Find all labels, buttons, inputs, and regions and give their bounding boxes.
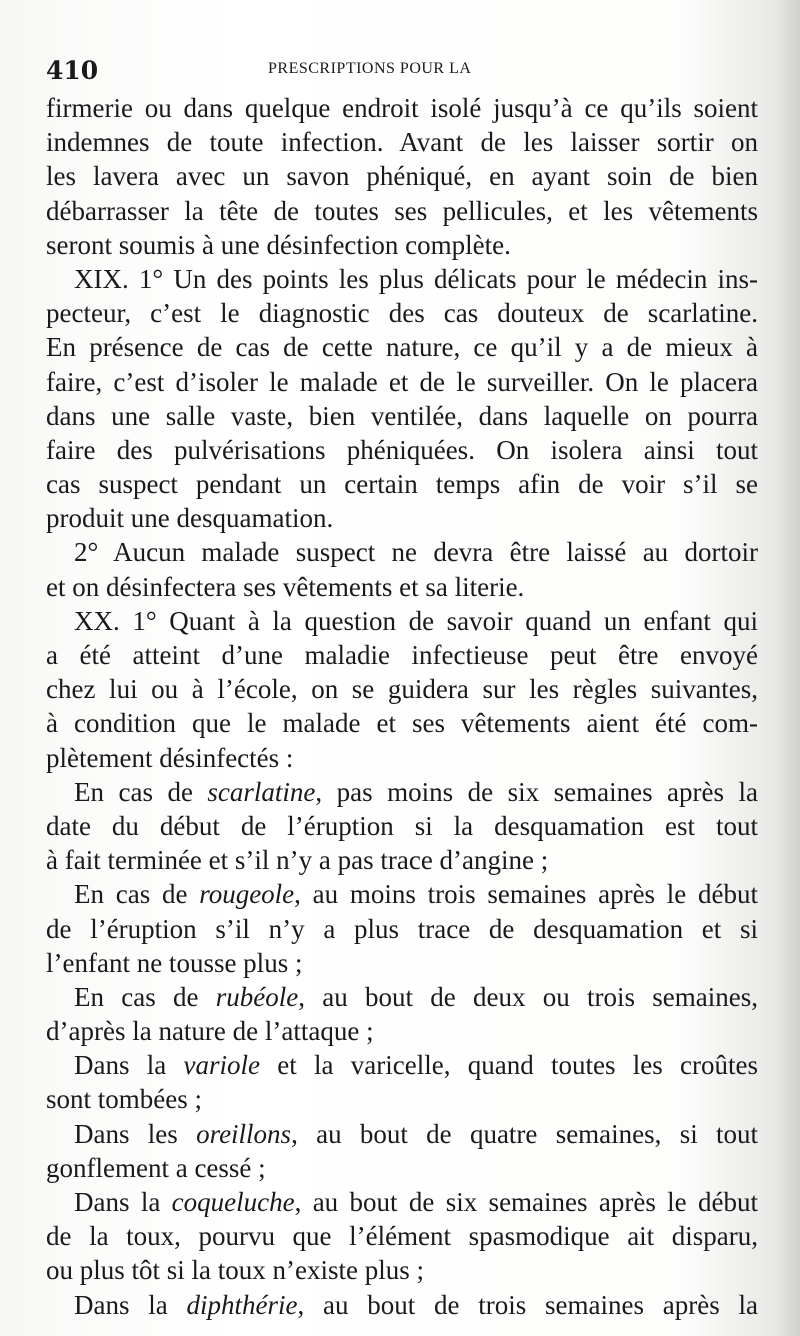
text-line: de la toux, pourvu que l’élément spasmodique ait disparu, bbox=[46, 1221, 758, 1252]
text-line: En cas de scarlatine, pas moins de six semaines après la bbox=[74, 776, 758, 807]
text-line: pecteur, c’est le diagnostic des cas douteux de scarlatine. bbox=[46, 298, 758, 329]
text-line: date du début de l’éruption si la desquamation est tout bbox=[46, 810, 758, 841]
text-line: a été atteint d’une maladie infectieuse peut être envoyé bbox=[46, 640, 758, 670]
text-line: faire des pulvérisations phéniquées. On isolera ainsi tout bbox=[46, 434, 758, 465]
text-line: les lavera avec un savon phéniqué, en ayant soin de bien bbox=[46, 161, 758, 192]
text-line: dans une salle vaste, bien ventilée, dans laquelle on pourra bbox=[46, 400, 758, 431]
text-line: l’enfant ne tousse plus ; bbox=[46, 947, 303, 978]
text-line: plètement désinfectés : bbox=[46, 742, 294, 773]
text-line: à fait terminée et s’il n’y a pas trace d’angine ; bbox=[46, 845, 549, 876]
text-line: En cas de rougeole, au moins trois semaines après le début bbox=[74, 879, 759, 910]
text-line: indemnes de toute infection. Avant de les laisser sortir on bbox=[46, 127, 758, 158]
text-line: sont tombées ; bbox=[46, 1084, 202, 1115]
text-line: et on désinfectera ses vêtements et sa literie. bbox=[46, 571, 525, 602]
text-line: firmerie ou dans quelque endroit isolé jusqu’à ce qu’ils soient bbox=[46, 93, 758, 123]
text-line: de l’éruption s’il n’y a plus trace de desquamation et si bbox=[46, 913, 758, 944]
text-line: cas suspect pendant un certain temps afin de voir s’il se bbox=[46, 469, 758, 500]
text-line: ou plus tôt si la toux n’existe plus ; bbox=[46, 1255, 424, 1286]
page-number: 410 bbox=[46, 56, 99, 85]
text-line: seront soumis à une désinfection complète. bbox=[46, 229, 511, 260]
body-text bbox=[46, 91, 758, 1322]
running-head: PRESCRIPTIONS POUR LA bbox=[268, 60, 472, 77]
text-line: XX. 1° Quant à la question de savoir quand un enfant qui bbox=[74, 605, 758, 636]
page-header bbox=[46, 56, 756, 84]
text-line: Dans la diphthérie, au bout de trois semaines après la bbox=[74, 1289, 758, 1320]
text-line: Dans la coqueluche, au bout de six semaines après le début bbox=[74, 1187, 758, 1217]
text-line: Dans les oreillons, au bout de quatre semaines, si tout bbox=[74, 1118, 758, 1149]
text-line: En présence de cas de cette nature, ce qu’il y a de mieux à bbox=[46, 332, 758, 363]
text-line: à condition que le malade et ses vêtements aient été com- bbox=[46, 708, 758, 739]
text-line: faire, c’est d’isoler le malade et de le surveiller. On le placera bbox=[46, 366, 758, 397]
text-line: gonflement a cessé ; bbox=[46, 1152, 266, 1183]
text-line: produit une desquamation. bbox=[46, 503, 334, 534]
text-line: XIX. 1° Un des points les plus délicats pour le médecin ins- bbox=[74, 263, 758, 294]
text-line: En cas de rubéole, au bout de deux ou trois semaines, bbox=[74, 981, 758, 1012]
text-line: chez lui ou à l’école, on se guidera sur les règles suivantes, bbox=[46, 674, 758, 705]
text-line: Dans la variole et la varicelle, quand toutes les croûtes bbox=[74, 1050, 759, 1081]
text-line: 2° Aucun malade suspect ne devra être laissé au dortoir bbox=[74, 537, 758, 568]
text-line: débarrasser la tête de toutes ses pellicules, et les vêtements bbox=[46, 195, 758, 226]
text-line: d’après la nature de l’attaque ; bbox=[46, 1016, 374, 1047]
